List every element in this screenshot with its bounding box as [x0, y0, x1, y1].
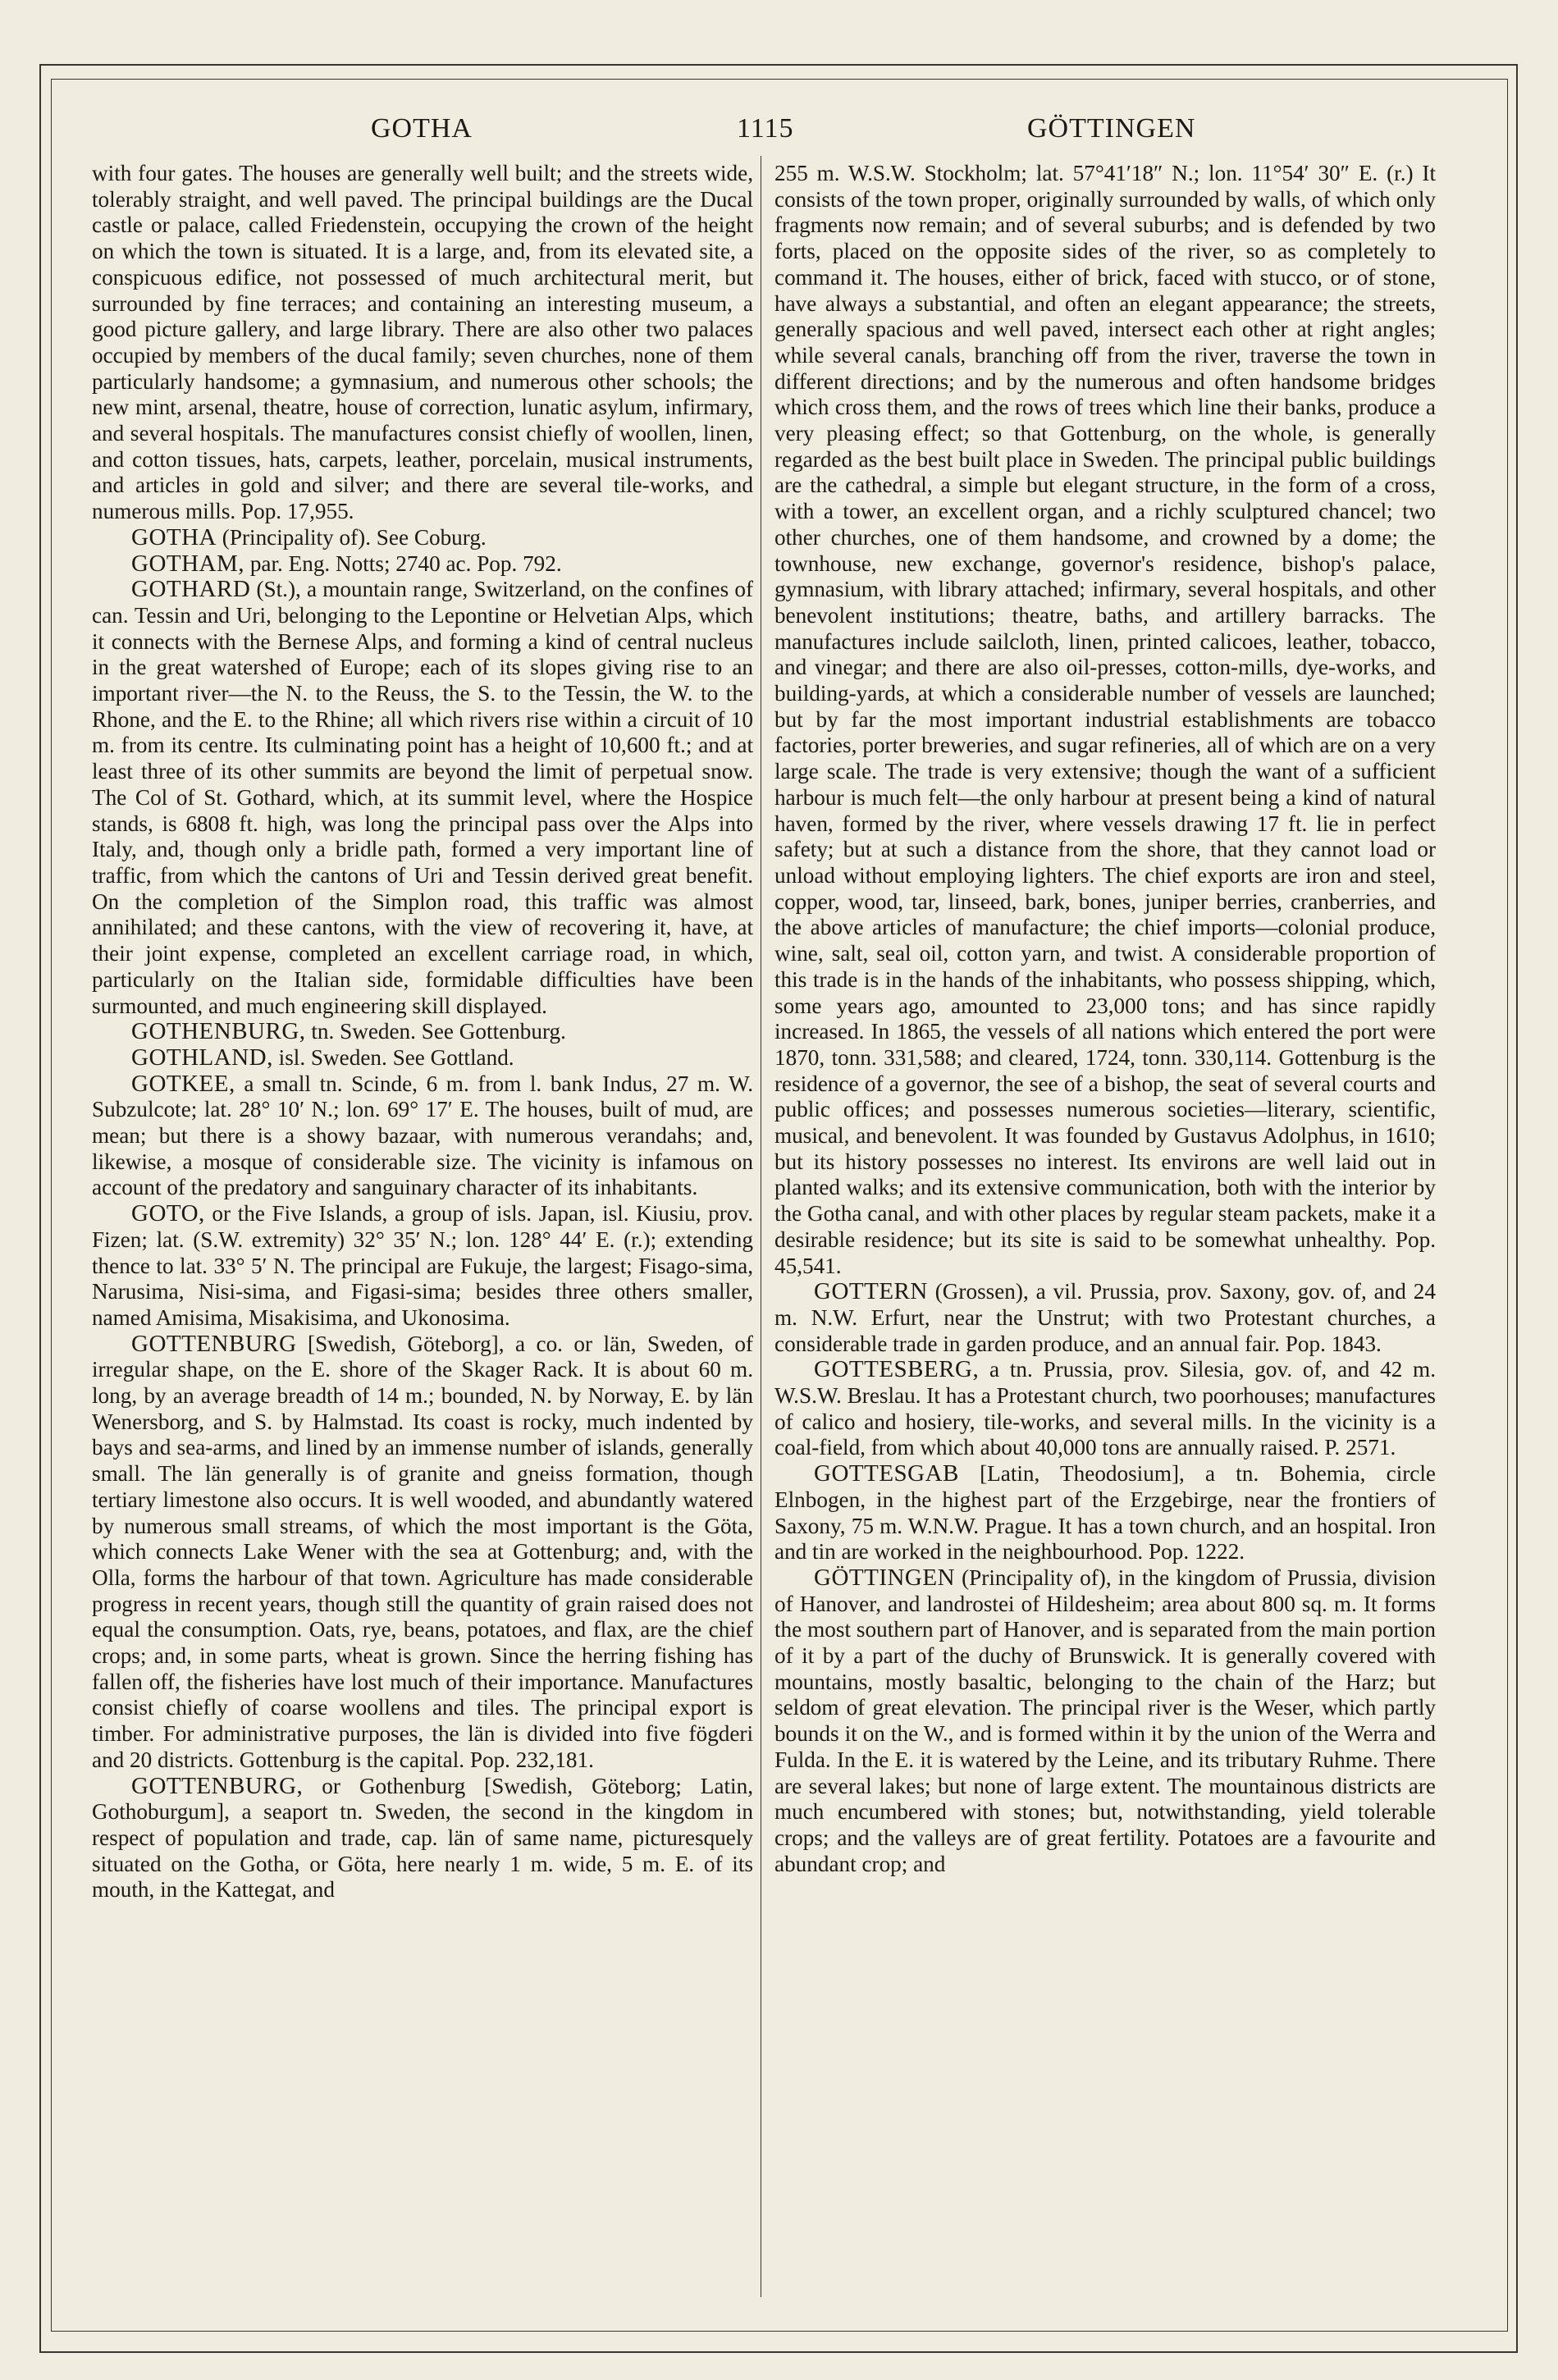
- headword: GOTO,: [131, 1200, 205, 1227]
- headword: GOTHAM,: [131, 550, 245, 577]
- entry-gothenburg: GOTHENBURG, tn. Sweden. See Gottenburg.: [131, 1018, 566, 1045]
- entry-gothland: GOTHLAND, isl. Sweden. See Gottland.: [131, 1044, 514, 1071]
- entry-gottingen: GÖTTINGEN (Principality of), in the kingdom of Prussia, division of Hanover, and landrostei of Hildesheim; area about 800 sq. m. It forms the most southern part of Hanover, and is separated from the main portion of it by a part of the duchy of Brunswick. It is generally covered with mountains, mostly basaltic, belonging to the chain of the Harz; but seldom of great elevation. The principal river is the Weser, which partly bounds it on the W., and is formed within it by the union of the Werra and Fulda. In the E. it is watered by the Leine, and its tributary Ruhme. There are several lakes; but none of large extent. The mountainous districts are much encumbered with stones; but, notwithstanding, yield tolerable crops; and the valleys are of great fertility. Potatoes are a favourite and abundant crop; and: [774, 1564, 1436, 1876]
- running-header: [79, 113, 1482, 154]
- headword: GÖTTINGEN: [814, 1564, 956, 1591]
- right-column: [774, 161, 1436, 2286]
- page-number: 1115: [737, 113, 794, 144]
- entry-gottenburg-town: GOTTENBURG, or Gothenburg [Swedish, Göteborg; Latin, Gothoburgum], a seaport tn. Sweden, the second in the kingdom in respect of population and trade, cap. län of same name, picturesquely situated on the Gotha, or Göta, here nearly 1 m. wide, 5 m. E. of its mouth, in the Kattegat, and: [92, 1772, 753, 1903]
- headword: GOTTESGAB: [814, 1460, 959, 1487]
- headword: GOTHA: [131, 523, 217, 550]
- entry-gottenburg-lan: GOTTENBURG [Swedish, Göteborg], a co. or län, Sweden, of irregular shape, on the E. shore of the Skager Rack. It is about 60 m. long, by an average breadth of 14 m.; bounded, N. by Norway, E. by län Wenersborg, and S. by Halmstad. Its coast is rocky, much indented by bays and sea-arms, and lined by an immense number of islands, generally small. The län generally is of granite and gneiss formation, though tertiary limestone also occurs. It is well wooded, and abundantly watered by numerous small streams, of which the most important is the Göta, which connects Lake Wener with the sea at Gottenburg; and, with the Olla, forms the harbour of that town. Agriculture has made considerable progress in recent years, though still the quantity of grain raised does not equal the consumption. Oats, rye, beans, potatoes, and flax, are the chief crops; and, in some parts, wheat is grown. Since the herring fishing has fallen off, the fisheries have lost much of their importance. Manufactures consist chiefly of coarse woollens and tiles. The principal export is timber. For administrative purposes, the län is divided into five fögderi and 20 districts. Gottenburg is the capital. Pop. 232,181.: [92, 1330, 753, 1772]
- entry-gottesberg: GOTTESBERG, a tn. Prussia, prov. Silesia, gov. of, and 42 m. W.S.W. Breslau. It has a Protestant church, two poorhouses; manufactures of calico and hosiery, tile-works, and several mills. In the vicinity is a coal-field, from which about 40,000 tons are annually raised. P. 2571.: [774, 1356, 1436, 1460]
- entry-continuation: with four gates. The houses are generally well built; and the streets wide, tolerably straight, and well paved. The principal buildings are the Ducal castle or palace, called Friedenstein, occupying the crown of the height on which the town is situated. It is a large, and, from its elevated site, a conspicuous edifice, not possessed of much architectural merit, but surrounded by fine terraces; and containing an interesting museum, a good picture gallery, and large library. There are also other two palaces occupied by members of the ducal family; seven churches, none of them particularly handsome; a gymnasium, and numerous other schools; the new mint, arsenal, theatre, house of correction, lunatic asylum, infirmary, and several hospitals. The manufactures consist chiefly of woollen, linen, and cotton tissues, hats, carpets, leather, porcelain, musical instruments, and articles in gold and silver; and there are several tile-works, and numerous mills. Pop. 17,955.: [92, 161, 753, 524]
- entry-gottesgab: GOTTESGAB [Latin, Theodosium], a tn. Bohemia, circle Elnbogen, in the highest part of the Erzgebirge, near the frontiers of Saxony, 75 m. W.N.W. Prague. It has a town church, and an hospital. Iron and tin are worked in the neighbourhood. Pop. 1222.: [774, 1460, 1436, 1565]
- headword: GOTHLAND,: [131, 1044, 273, 1071]
- header-left-term: GOTHA: [371, 113, 473, 144]
- entry-gotkee: GOTKEE, a small tn. Scinde, 6 m. from l. bank Indus, 27 m. W. Subzulcote; lat. 28° 10′ N.; lon. 69° 17′ E. The houses, built of mud, are mean; but there is a showy bazaar, with numerous verandahs; and, likewise, a mosque of considerable size. The vicinity is infamous on account of the predatory and sanguinary character of its inhabitants.: [92, 1070, 753, 1200]
- entry-gotham: GOTHAM, par. Eng. Notts; 2740 ac. Pop. 792.: [131, 550, 562, 577]
- header-right-term: GÖTTINGEN: [1027, 113, 1196, 144]
- headword: GOTTESBERG,: [814, 1356, 980, 1383]
- headword: GOTTERN: [814, 1278, 928, 1305]
- entry-gothard: GOTHARD (St.), a mountain range, Switzerland, on the confines of can. Tessin and Uri, belonging to the Lepontine or Helvetian Alps, which it connects with the Bernese Alps, and forming a kind of central nucleus in the great watershed of Europe; each of its slopes giving rise to an important river—the N. to the Reuss, the S. to the Tessin, the W. to the Rhone, and the E. to the Rhine; all which rivers rise within a circuit of 10 m. from its centre. Its culminating point has a height of 10,600 ft.; and at least three of its other summits are beyond the limit of perpetual snow. The Col of St. Gothard, which, at its summit level, where the Hospice stands, is 6808 ft. high, was long the principal pass over the Alps into Italy, and, though only a bridle path, formed a very important line of traffic, from which the cantons of Uri and Tessin derived great benefit. On the completion of the Simplon road, this traffic was almost annihilated; and these cantons, with the view of recovering it, have, at their joint expense, completed an excellent carriage road, in which, particularly on the Italian side, formidable difficulties have been surmounted, and much engineering skill displayed.: [92, 576, 753, 1018]
- left-column: [92, 161, 753, 2286]
- headword: GOTHARD: [131, 576, 251, 603]
- entry-continuation: 255 m. W.S.W. Stockholm; lat. 57°41′18″ N.; lon. 11°54′ 30″ E. (r.) It consists of the town proper, originally surrounded by walls, of which only fragments now remain; and of several suburbs; and is defended by two forts, placed on the opposite sides of the river, so as completely to command it. The houses, either of brick, faced with stucco, or of stone, have always a substantial, and often an elegant appearance; the streets, generally spacious and well paved, intersect each other at right angles; while several canals, branching off from the river, traverse the town in different directions; and by the numerous and often handsome bridges which cross them, and the rows of trees which line their banks, produce a very pleasing effect; so that Gottenburg, on the whole, is generally regarded as the best built place in Sweden. The principal public buildings are the cathedral, a simple but elegant structure, in the form of a cross, with a tower, an excellent organ, and a richly sculptured chancel; two other churches, one of them handsome, and crowned by a dome; the townhouse, new exchange, governor's residence, bishop's palace, gymnasium, with library attached; infirmary, several hospitals, and other benevolent institutions; theatre, baths, and artillery barracks. The manufactures include sailcloth, linen, printed calicoes, leather, tobacco, and vinegar; and there are also oil-presses, cotton-mills, dye-works, and building-yards, at which a considerable number of vessels are launched; but by far the most important industrial establishments are tobacco factories, porter breweries, and sugar refineries, all of which are on a very large scale. The trade is very extensive; though the want of a sufficient harbour is much felt—the only harbour at present being a kind of natural haven, formed by the river, where vessels drawing 17 ft. lie in perfect safety; but at such a distance from the shore, that they cannot load or unload without employing lighters. The chief exports are iron and steel, copper, wood, tar, linseed, bark, bones, juniper berries, cranberries, and the above articles of manufacture; the chief imports—colonial produce, wine, salt, seal oil, cotton yarn, and twist. A considerable proportion of this trade is in the hands of the inhabitants, who possess shipping, which, some years ago, amounted to 23,000 tons; and has since rapidly increased. In 1865, the vessels of all nations which entered the port were 1870, tonn. 331,588; and cleared, 1724, tonn. 330,114. Gottenburg is the residence of a governor, the see of a bishop, the seat of several courts and public offices; and possesses numerous societies—literary, scientific, musical, and benevolent. It was founded by Gustavus Adolphus, in 1610; but its history possesses no interest. Its environs are well laid out in planted walks; and its extensive communication, both with the interior by the Gotha canal, and with other places by regular steam packets, make it a desirable residence; but its site is said to be somewhat unhealthy. Pop. 45,541.: [774, 161, 1436, 1278]
- headword: GOTTENBURG,: [131, 1772, 304, 1799]
- headword: GOTTENBURG: [131, 1330, 297, 1357]
- headword: GOTKEE,: [131, 1070, 235, 1097]
- entry-gotha-principality: GOTHA (Principality of). See Coburg.: [131, 523, 487, 550]
- headword: GOTHENBURG,: [131, 1018, 306, 1045]
- entry-gottern: GOTTERN (Grossen), a vil. Prussia, prov. Saxony, gov. of, and 24 m. N.W. Erfurt, near the Unstrut; with two Protestant churches, a considerable trade in garden produce, and an annual fair. Pop. 1843.: [774, 1278, 1436, 1356]
- entry-goto: GOTO, or the Five Islands, a group of isls. Japan, isl. Kiusiu, prov. Fizen; lat. (S.W. extremity) 32° 35′ N.; lon. 128° 44′ E. (r.); extending thence to lat. 33° 5′ N. The principal are Fukuje, the largest; Fisago-sima, Narusima, Nisi-sima, and Figasi-sima; besides three others smaller, named Amisima, Misakisima, and Ukonosima.: [92, 1200, 753, 1330]
